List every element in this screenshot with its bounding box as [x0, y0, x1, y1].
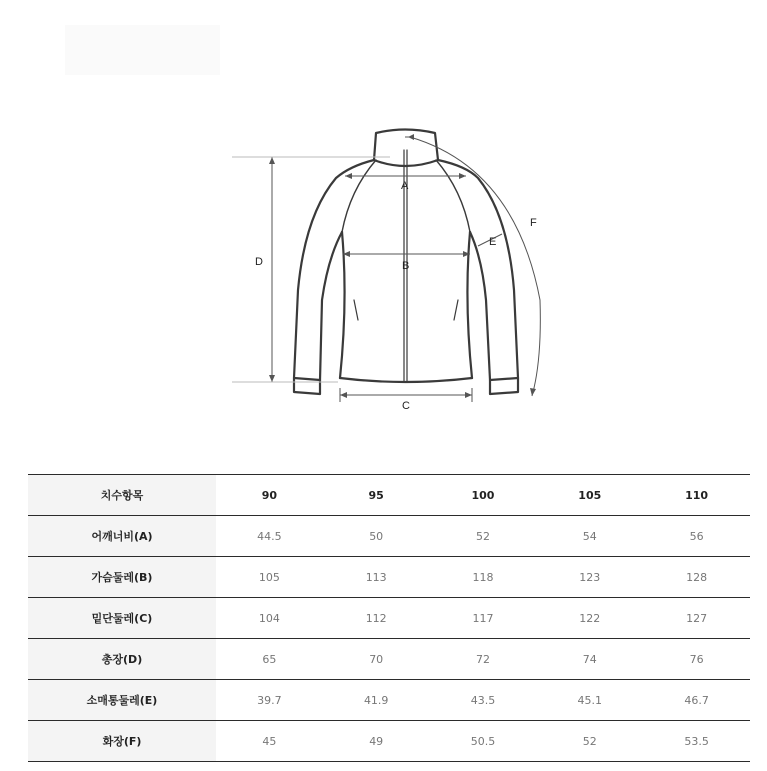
table-cell: 104: [216, 598, 323, 639]
label-b: B: [402, 260, 410, 272]
size-table: [28, 474, 750, 762]
table-cell: 76: [643, 639, 750, 680]
table-cell: 54: [536, 516, 643, 557]
label-e: E: [489, 236, 497, 248]
row-label: 총장(D): [28, 639, 216, 680]
table-cell: 117: [430, 598, 537, 639]
table-cell: 123: [536, 557, 643, 598]
label-a: A: [401, 180, 409, 192]
table-cell: 118: [430, 557, 537, 598]
table-cell: 56: [643, 516, 750, 557]
table-row: [28, 680, 750, 721]
row-label: 어깨너비(A): [28, 516, 216, 557]
size-header-cell: 90: [216, 475, 323, 516]
table-cell: 122: [536, 598, 643, 639]
table-row: [28, 721, 750, 762]
table-cell: 72: [430, 639, 537, 680]
size-header-row: [28, 475, 750, 516]
table-cell: 70: [323, 639, 430, 680]
watermark-area: [65, 25, 220, 75]
table-cell: 65: [216, 639, 323, 680]
label-c: C: [402, 400, 410, 412]
label-d: D: [255, 256, 263, 268]
table-row: [28, 598, 750, 639]
label-f: F: [530, 217, 537, 229]
size-header-cell: 95: [323, 475, 430, 516]
table-cell: 44.5: [216, 516, 323, 557]
size-header-cell: 110: [643, 475, 750, 516]
table-cell: 43.5: [430, 680, 537, 721]
size-header-cell: 100: [430, 475, 537, 516]
table-row: [28, 516, 750, 557]
table-cell: 50.5: [430, 721, 537, 762]
table-cell: 112: [323, 598, 430, 639]
table-cell: 45.1: [536, 680, 643, 721]
table-cell: 105: [216, 557, 323, 598]
table-cell: 74: [536, 639, 643, 680]
size-header-cell: 105: [536, 475, 643, 516]
table-cell: 50: [323, 516, 430, 557]
table-cell: 45: [216, 721, 323, 762]
table-cell: 113: [323, 557, 430, 598]
row-label: 화장(F): [28, 721, 216, 762]
table-cell: 49: [323, 721, 430, 762]
table-cell: 52: [430, 516, 537, 557]
table-cell: 52: [536, 721, 643, 762]
table-cell: 127: [643, 598, 750, 639]
table-cell: 39.7: [216, 680, 323, 721]
size-header-label: 치수항목: [28, 475, 216, 516]
row-label: 소매통둘레(E): [28, 680, 216, 721]
row-label: 가슴둘레(B): [28, 557, 216, 598]
table-row: [28, 639, 750, 680]
row-label: 밑단둘레(C): [28, 598, 216, 639]
measure-lines: [232, 137, 540, 402]
table-cell: 128: [643, 557, 750, 598]
table-cell: 53.5: [643, 721, 750, 762]
table-row: [28, 557, 750, 598]
table-cell: 46.7: [643, 680, 750, 721]
table-cell: 41.9: [323, 680, 430, 721]
